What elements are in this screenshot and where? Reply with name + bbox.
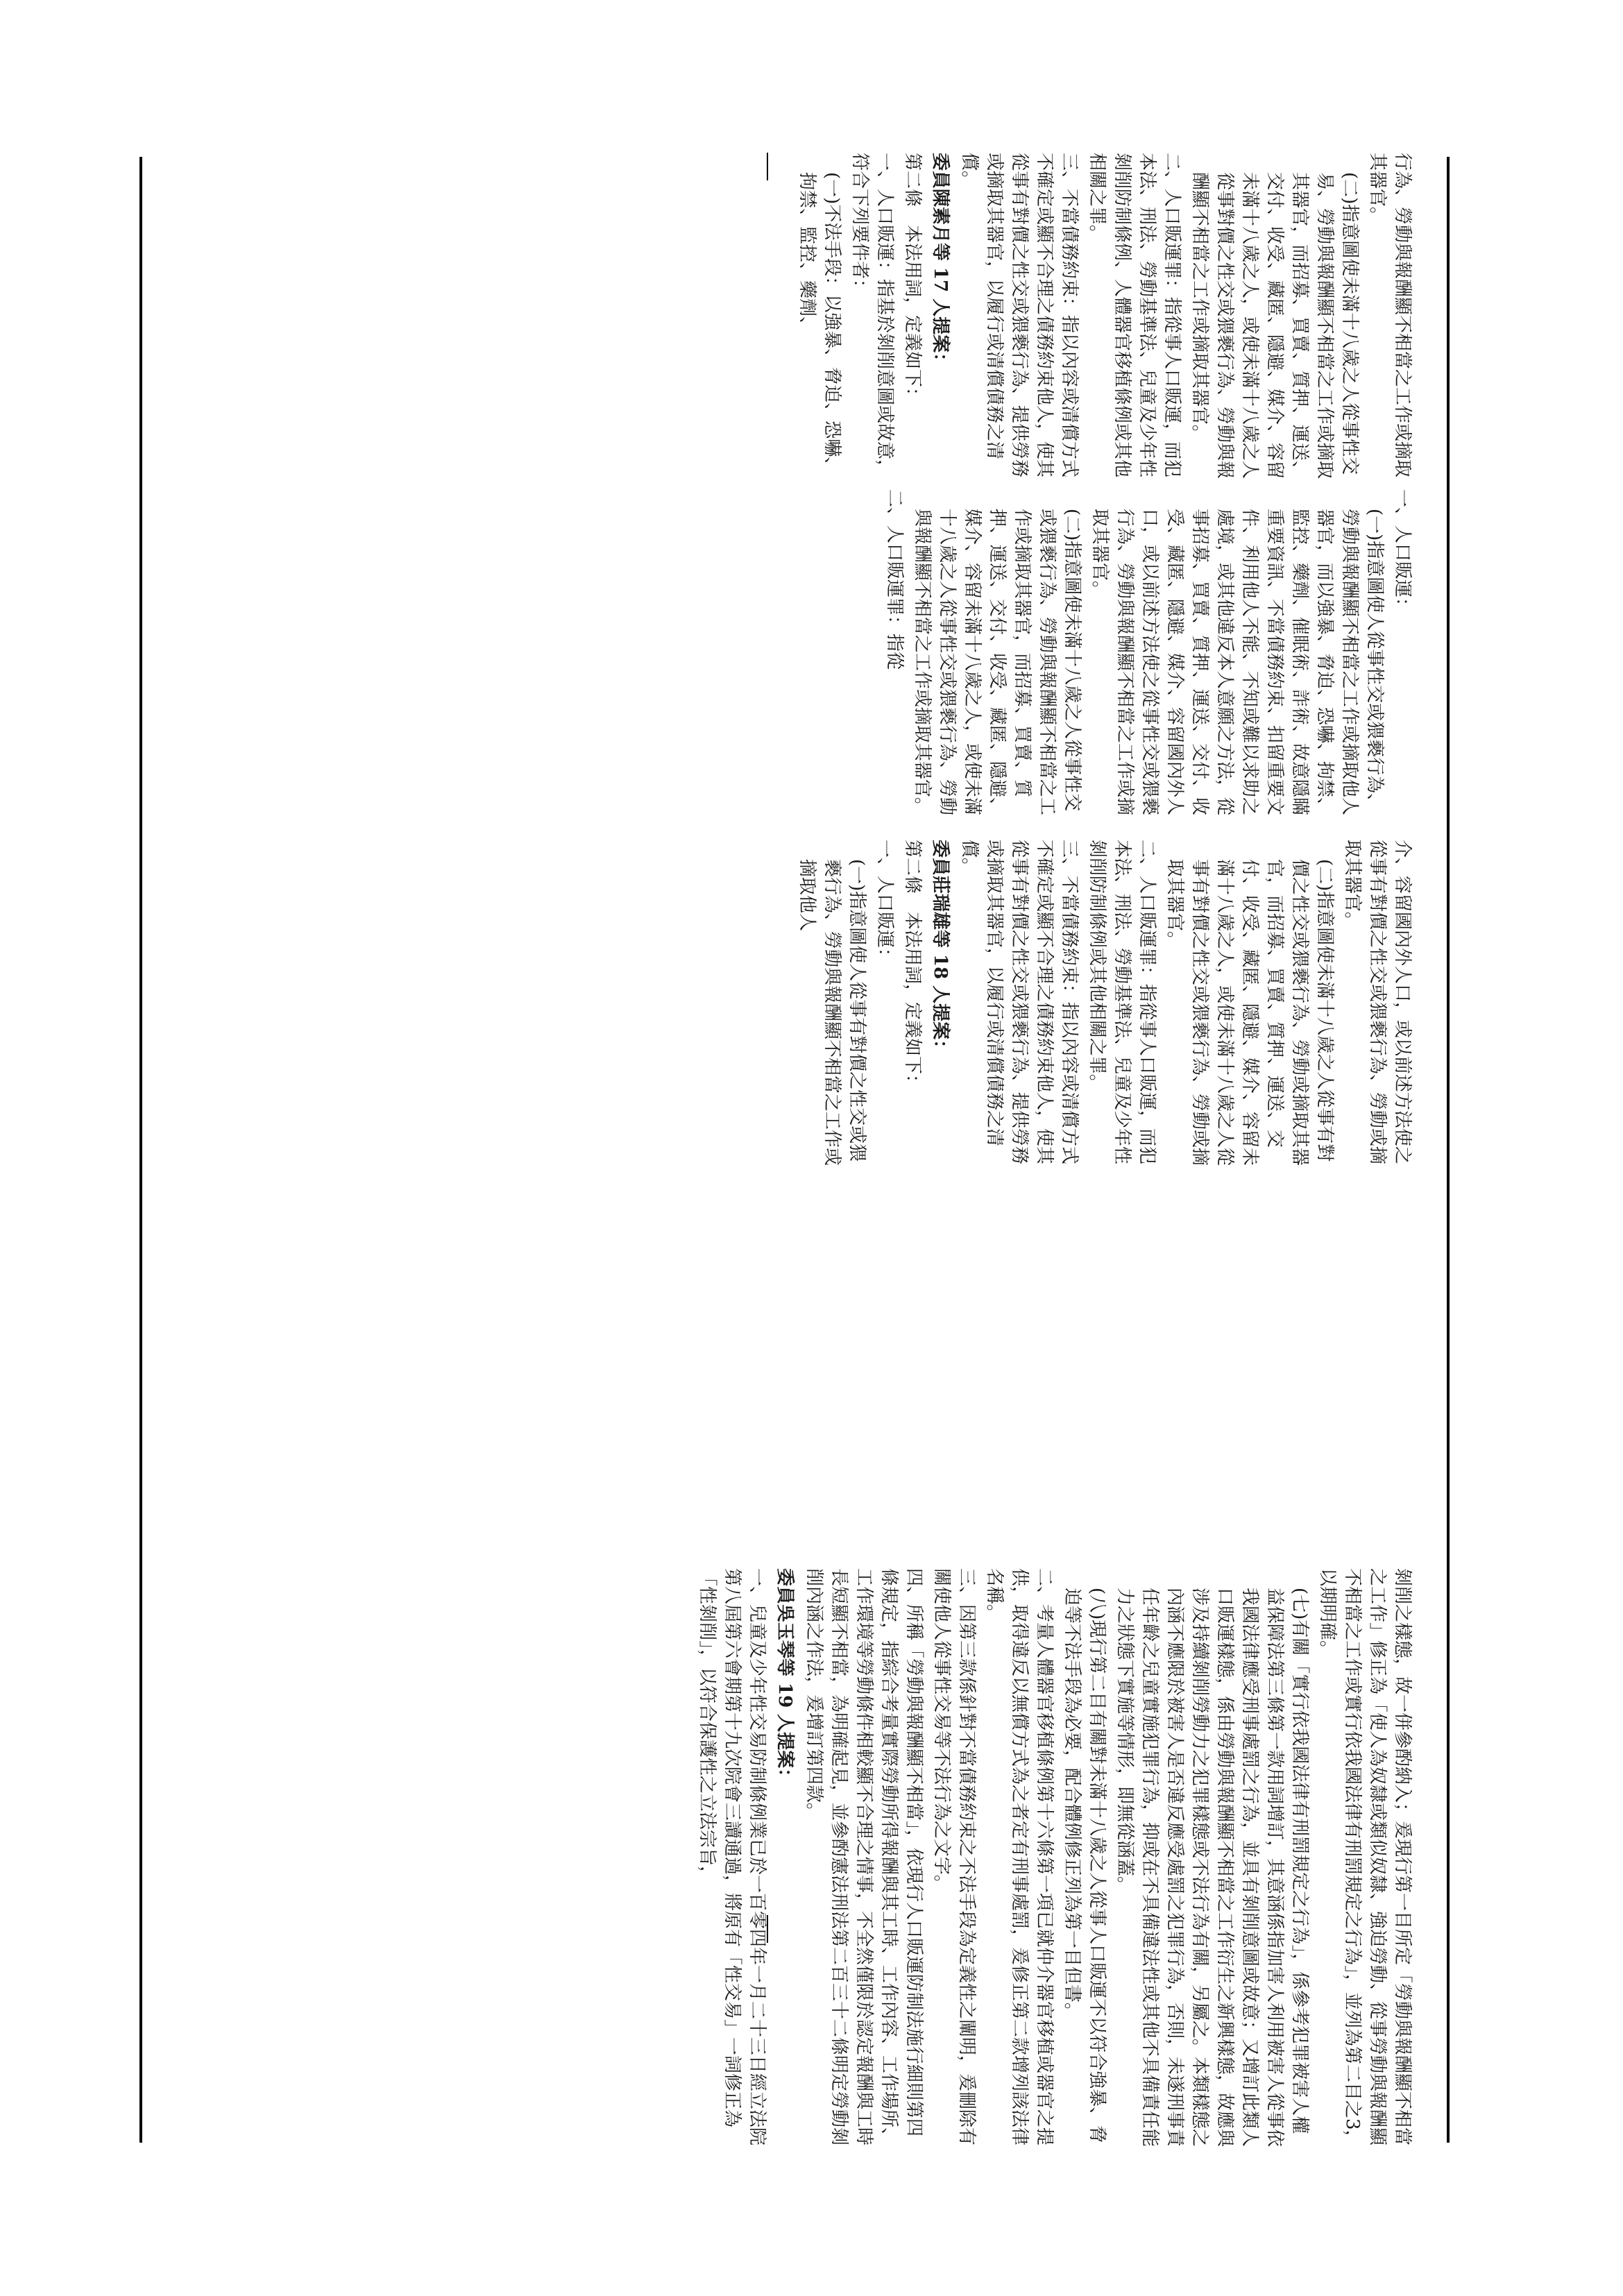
document-paragraph: 三、不當債務約束：指以內容或清償方式不確定或顯不合理之債務約束他人，使其從事有對價之性交或猥褻行為、提供勞務或摘取其器官，以履行或清償債務之清償。 — [959, 840, 1080, 1165]
document-paragraph: (二)指意圖使未滿十八歲之人從事有對價之性交或猥褻行為、勞動或摘取其器官，而招募、買賣、質押、運送、交付、收受、藏匿、隱避、媒介、容留未滿十八歲之人，或使未滿十八歲之人從事有對價之性交或猥褻行為、勞動或摘取其器官。 — [1164, 859, 1335, 1166]
document-paragraph: 三、不當債務約束：指以內容或清償方式不確定或顯不合理之債務約束他人，使其從事有對價之性交或猥褻行為、提供勞務或摘取其器官，以履行或清償債務之清償。 — [959, 153, 1080, 478]
document-paragraph: 一、人口販運： — [1392, 489, 1413, 616]
document-paragraph: 三、因第三款係針對不當債務約束之不法手段為定義性之闡明，爰刪除有關使他人從事性交易等不法行為之文字。 — [931, 1568, 977, 2146]
document-paragraph: 二、人口販運罪：指從事人口販運，而犯本法、刑法、勞動基準法、兒童及少年性剝削防制條例、人體器官移植條例或其他相關之罪。 — [1087, 153, 1182, 478]
document-column-4 — [124, 153, 1415, 479]
document-column-3 — [124, 489, 1415, 829]
document-paragraph: (一)指意圖使人從事有對價之性交或猥褻行為、勞動與報酬顯不相當之工作或摘取他人 — [797, 859, 867, 1166]
document-paragraph: 一、人口販運：指基於剝削意圖或故意，符合下列要件者： — [849, 153, 895, 478]
document-paragraph: 四、所稱「勞動與報酬顯不相當」，依現行人口販運防制法施行細則第四條規定，指綜合考量實際勞動所得報酬與其工時、工作內容、工作場所、工作環境等勞動條件相較顯不合理之情事，不全然僅限於認定報酬與工時長短顯不相當，為明確起見，並參酌憲法刑法第二百三十二條明定勞動剝削內涵之作法，爰增訂第四款。 — [804, 1568, 924, 2146]
document-column-2 — [124, 840, 1415, 1180]
proposal-heading: 委員莊瑞雄等 18 人提案： — [930, 840, 951, 1058]
document-paragraph: 剝削之樣態，故一併參酌納入；爰現行第一目所定「勞動與報酬顯不相當之工作」修正為「使人為奴隸或類似奴隸、強迫勞動、從事勞動與報酬顯不相當之工作或實行依我國法律有刑罰規定之行為」，並列為第二目之3，以期明確。 — [1317, 1568, 1413, 2148]
document-paragraph: (八)現行第二目有關對未滿十八歲之人從事人口販運不以符合強暴、脅迫等不法手段為必要，配合體例修正列為第一目但書。 — [1062, 1588, 1107, 2143]
document-paragraph: 第二條 本法用詞，定義如下： — [902, 840, 923, 1093]
document-paragraph: (二)指意圖使未滿十八歲之人從事性交易、勞動與報酬顯不相當之工作或摘取其器官，而招募、買賣、質押、運送、交付、收受、藏匿、隱避、媒介、容留未滿十八歲之人，或使未滿十八歲之人從事對價之性交或猥褻行為、勞動與報酬顯不相當之工作或摘取其器官。 — [1189, 172, 1360, 479]
document-paragraph: 介、容留國內外人口，或以前述方法使之從事有對價之性交或猥褻行為、勞動或摘取其器官。 — [1342, 840, 1413, 1165]
proposal-heading: 委員吳玉琴等 19 人提案： — [774, 1568, 795, 1787]
document-paragraph: 二、考量人體器官移植條例第十六條第一項已就仲介器官移植或器官之提供，取得違反以無償方式為之者定有刑事處罰，爰修正第二款增列該法律名稱。 — [984, 1568, 1055, 2146]
document-paragraph: (二)指意圖使未滿十八歲之人從事性交或猥褻行為、勞動與報酬顯不相當之工作或摘取其器官，而招募、買賣、質押、運送、交付、收受、藏匿、隱避、媒介、容留未滿十八歲之人，或使未滿十八歲之人從事性交或猥褻行為、勞動與報酬顯不相當之工作或摘取其器官。 — [912, 509, 1082, 816]
document-paragraph: 第二條 本法用詞，定義如下： — [902, 153, 923, 406]
document-paragraph: 一、兒童及少年性交易防制條例業已於一百零四年一月二十三日經立法院第八屆第六會期第十九次院會三讀通過，將原有「性交易」一詞修正為「性剝削」，以符合保護性之立法宗旨， — [697, 1568, 767, 2146]
proposal-heading: 委員陳素月等 17 人提案： — [930, 153, 951, 371]
document-paragraph: 行為、勞動與報酬顯不相當之工作或摘取其器官。 — [1367, 153, 1413, 478]
document-paragraph: (一)不法手段：以強暴、脅迫、恐嚇、拘禁、監控、藥劑、 — [797, 172, 842, 475]
document-paragraph: 二、人口販運罪：指從事人口販運，而犯本法、刑法、勞動基準法、兒童及少年性剝削防制條例或其他相關之罪。 — [1087, 840, 1157, 1165]
document-paragraph: 二、人口販運罪：指從 — [884, 489, 905, 670]
document-paragraph: 一、人口販運： — [874, 840, 895, 967]
document-column-1 — [124, 1568, 1415, 2151]
document-paragraph: (一)指意圖使人從事性交或猥褻行為、勞動與報酬顯不相當之工作或摘取他人器官，而以強暴、脅迫、恐嚇、拘禁、監控、藥劑、催眠術、詐術、故意隱瞞重要資訊、不當債務約束、扣留重要文件、利用他人不能、不知或難以求助之處境，或其他違反本人意願之方法，從事招募、買賣、質押、運送、交付、收受、藏匿、隱避、媒介、容留國內外人口，或以前述方法使之從事性交或猥褻行為、勞動與報酬顯不相當之工作或摘取其器官。 — [1089, 509, 1385, 816]
document-paragraph: (七)有關「實行依我國法律有刑罰規定之行為」，係參考犯罪被害人權益保障法第三條第一款用詞增訂，其意涵係指加害人利用被害人從事依我國法律應受刑事處罰之行為，並具有剝削意圖或故意；又增訂此類人口販運樣態，係由勞動與報酬顯不相當之工作衍生之新興樣態，故應與涉及持續剝削勞動力之犯罪樣態或不法行為有關，另屬之。本類樣態之內涵不應限於被害人是否違反應受處罰之犯罪行為，否則，未遂刑事責任年齡之兒童實施犯罪行為，抑或在不具備違法性或其他不具備責任能力之狀態下實施等情形，即無從涵蓋。 — [1114, 1588, 1310, 2148]
